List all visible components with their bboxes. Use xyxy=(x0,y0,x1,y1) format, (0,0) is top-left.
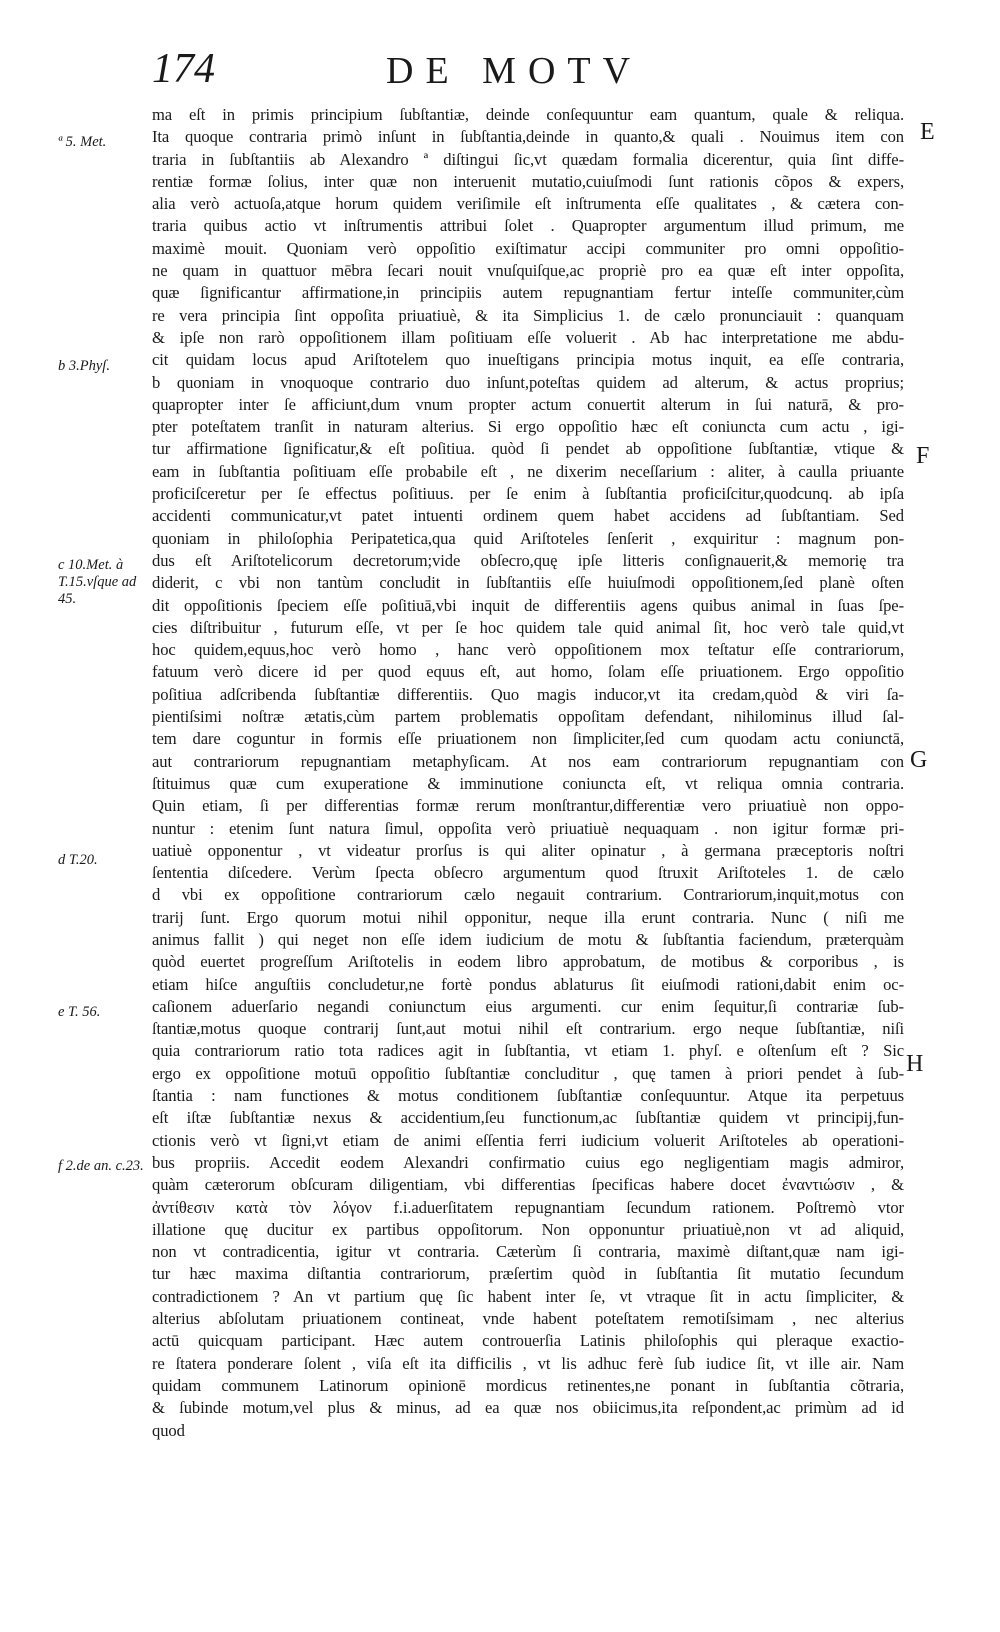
text-line: ἀντίθεσιν κατὰ τὸν λόγον f.i.aduerſitatem repugnantiam ſecundum rationem. Poſtremò vtor xyxy=(152,1197,904,1217)
margin-note: c 10.Met. à T.15.vſque ad 45. xyxy=(58,557,137,607)
text-line: ſtantia : nam functiones & motus conditionem ſubſtantiæ conſequuntur. Atque ita perpetuus xyxy=(152,1086,904,1106)
text-line: quod xyxy=(152,1420,185,1440)
text-line: bus propriis. Accedit eodem Alexandri confirmatio cuius ego negligentiam magis admiror, xyxy=(152,1152,904,1172)
text-line: diderit, c vbi non tantùm concludit in ſubſtantiis eſſe huiuſmodi oppoſitionem,ſed planè oſten xyxy=(152,573,904,593)
text-line: Ita quoque contraria primò inſunt in ſubſtantia,deinde in quanto,& quali . Nouimus item con xyxy=(152,127,904,147)
text-line: alterius abſolutam priuationem contineat, vnde habent poteſtatem remotiſsimam , nec alterius xyxy=(152,1309,904,1329)
margin-note: e T. 56. xyxy=(58,1004,101,1020)
text-line: traria quibus actio vt inſtrumentis attribui ſolet . Quapropter argumentum illud primum, me xyxy=(152,216,904,236)
body-text xyxy=(152,104,904,1464)
text-line: cies diſtribuitur , futurum eſſe, vt per ſe hoc quidem tale quid animal ſit, hoc verò tale quid,vt xyxy=(152,617,904,637)
text-line: ma eſt in primis principium ſubſtantiæ, deinde conſequuntur eam quantum, quale & reliqua. xyxy=(152,105,904,124)
text-line: cit quidam locus apud Ariſtotelem quo inueſtigans principia motus inquit, ea eſſe contraria, xyxy=(152,350,904,370)
section-letter-g: G xyxy=(910,747,928,773)
text-line: illatione quę ducitur ex partibus oppoſitorum. Non opponuntur priuatiuè,non vt ad aliquid, xyxy=(152,1219,904,1239)
text-line: quia contrariorum ratio tota radices agit in ſubſtantia, vt etiam 1. phyſ. e oſtenſum eſt ? Sic xyxy=(152,1041,904,1061)
margin-note: b 3.Phyſ. xyxy=(58,358,110,374)
text-line: actū quicquam participant. Hæc autem controuerſia Latinis philoſophis qui pleraque exactio- xyxy=(152,1331,904,1351)
text-line: maximè mouit. Quoniam verò oppoſitio exiſtimatur accipi communiter pro omni oppoſitio- xyxy=(152,238,904,258)
page-number: 174 xyxy=(152,46,215,92)
text-line: ergo ex oppoſitione motuū oppoſitio ſubſtantiæ concluditur , quę tamen à priori pendet à ſub- xyxy=(152,1063,904,1083)
text-line: dit oppoſitionis ſpeciem eſſe poſitiuā,vbi inquit de differentiis agens quibus animal in ſuas ſpe- xyxy=(152,595,904,615)
text-line: rentiæ formæ ſolius, inter quæ non interuenit mutatio,cuiuſmodi ſunt rationis cõpos & expers, xyxy=(152,171,904,191)
text-line: ctionis verò vt ſigni,vt etiam de animi eſſentia ferri iudicium voluerit Ariſtoteles ab operationi- xyxy=(152,1130,904,1150)
text-line: pter poteſtatem tranſit in naturam alterius. Si ergo oppoſitio hæc eſt coniuncta cum actu , igi- xyxy=(152,417,904,437)
text-line: & ipſe non rarò oppoſitionem illam poſitiuam eſſe voluerit . Ab hac interpretatione me abdu- xyxy=(152,327,904,347)
text-line: quapropter inter ſe afficiunt,dum vnum propter actum conuertit alterum in ſui naturā, & pro- xyxy=(152,394,904,414)
text-line: re vera principia ſint oppoſita priuatiuè, & ita Simplicius 1. de cælo pronunciauit : quanquam xyxy=(152,305,904,325)
margin-note: ª 5. Met. xyxy=(58,134,107,150)
text-line: hoc quidem,equus,hoc verò homo , hanc verò oppoſitionem mox teſtatur eſſe contrariorum, xyxy=(152,640,904,660)
text-line: Quin etiam, ſi per differentias formæ rerum monſtrantur,differentiæ vero priuatiuè non oppo- xyxy=(152,796,904,816)
text-line: & ſubinde motum,vel plus & minus, ad ea quæ nos obiicimus,ita reſpondent,ac primùm ad id xyxy=(152,1398,904,1418)
text-line: quæ ſignificantur affirmatione,in principiis autem repugnantiam fertur inteſſe communiter,cùm xyxy=(152,283,904,303)
running-head: DE MOTV xyxy=(386,50,643,92)
catchword xyxy=(152,1442,904,1464)
text-line: contradictionem ? An vt partium quę ſic habent inter ſe, vt vtraque ſit in actu ſimpliciter, & xyxy=(152,1286,904,1306)
text-line: alia verò actuoſa,atque horum quidem veriſimile eſt inſtrumenta eſſe qualitates , & cætera con- xyxy=(152,194,904,214)
text-line: ne quam in quattuor mēbra ſecari nouit vnuſquiſque,ac propriè pro ea quæ eſt inter oppoſita, xyxy=(152,261,904,281)
section-letter-h: H xyxy=(906,1051,924,1077)
text-line: eam in ſubſtantia poſitiuam eſſe probabile eſt , ne dixerim neceſſarium : aliter, à caulla priuante xyxy=(152,461,904,481)
text-line: nuntur : etenim ſunt natura ſimul, oppoſita verò priuatiuè nequaquam . non igitur formæ pri- xyxy=(152,818,904,838)
section-letter-e: E xyxy=(920,119,935,145)
text-line: traria in ſubſtantiis ab Alexandro ª diſtingui ſic,vt quædam formalia dicerentur, quia ſint diffe- xyxy=(152,149,904,169)
text-line: tur hæc maxima diſtantia contrariorum, præſertim quòd in ſubſtantia ſit mutatio ſecundum xyxy=(152,1264,904,1284)
text-line: tur affirmatione ſignificatur,& eſt poſitiua. quòd ſi pendet ab oppoſitione ſubſtantiæ, vtique & xyxy=(152,439,904,459)
text-line: tem dare coguntur in formis eſſe priuationem non ſimpliciter,ſed cum quodam actu coniunctā, xyxy=(152,729,904,749)
text-line: pientiſsimi noſtræ ætatis,cùm partem problematis oppoſitam defendant, nihilominus illud ſal- xyxy=(152,707,904,727)
text-line: caſionem aduerſario negandi coniunctum eius argumenti. cur enim ſequitur,ſi contrariæ ſub- xyxy=(152,996,904,1016)
text-line: accidenti communicatur,vt patet intuenti ordinem quem habet accidens ad ſubſtantiam. Sed xyxy=(152,506,904,526)
text-line: quidam communem Latinorum opinionē mordicus retinentes,ne ponant in ſubſtantia cõtraria, xyxy=(152,1375,904,1395)
text-line: etiam hiſce anguſtiis concludetur,ne fortè pondus ablaturus ſit eiuſmodi rationi,dabit enim oc- xyxy=(152,974,904,994)
text-line: re ſtatera ponderare ſolent , viſa eſt ita difficilis , vt lis adhuc ferè ſub iudice ſit, vt ille air. Nam xyxy=(152,1353,904,1373)
text-line: aut contrariorum repugnantiam metaphyſicam. At nos eam contrariorum repugnantiam con xyxy=(152,751,904,771)
text-line: ſententia diſcedere. Verùm ſpecta obſecro argumentum quod ſtruxit Ariſtoteles 1. de cælo xyxy=(152,863,904,883)
text-line: b quoniam in vnoquoque contrario duo inſunt,poteſtas quidem ad alterum, & actus proprius; xyxy=(152,372,904,392)
text-line: animus fallit ) qui neget non eſſe idem iudicium de motu & ſubſtantia faciendum, præterquàm xyxy=(152,929,904,949)
text-line: non vt contradicentia, igitur vt contraria. Cæterùm ſi contraria, maximè diſtant,quæ nam igi- xyxy=(152,1242,904,1262)
text-line: ſtituimus quæ cum exuperatione & imminutione coniuncta eſt, vt reliqua omnia contraria. xyxy=(152,773,904,793)
text-line: uatiuè opponentur , vt videatur prorſus is qui aliter opinatur , à germana præceptoris noſtri xyxy=(152,840,904,860)
margin-note: d T.20. xyxy=(58,852,98,868)
text-line: proficiſceretur per ſe effectus poſitiuus. per ſe enim à ſubſtantia proficiſcitur,quodcunq. ab ipſa xyxy=(152,484,904,504)
section-letter-f: F xyxy=(916,443,930,469)
text-line: quòd euertet progreſſum Ariſtotelis in eodem libro approbatum, de motibus & corporibus , is xyxy=(152,952,904,972)
text-line: ſtantiæ,motus quoque contrarij ſunt,aut motui nihil eſt contrarium. ergo neque ſubſtantiæ, niſi xyxy=(152,1019,904,1039)
text-line: trarij ſunt. Ergo quorum motui nihil opponitur, neque illa erunt contraria. Nunc ( niſi me xyxy=(152,907,904,927)
text-line: poſitiua adſcribenda ſubſtantiæ differentiis. Quo magis inducor,vt ita credam,quòd & viri ſa- xyxy=(152,684,904,704)
text-line: fatuum verò dicere id per quod equus eſt, aut homo, ſolam eſſe priuationem. Ergo oppoſitio xyxy=(152,662,904,682)
text-line: eſt iſtæ ſubſtantiæ nexus & accidentium,ſeu functionum,ac ſubſtantiæ quidem vt principij,fun- xyxy=(152,1108,904,1128)
text-line: d vbi ex oppoſitione contrariorum cælo negauit contrarium. Contrariorum,inquit,motus con xyxy=(152,885,904,905)
text-line: dus eſt Ariſtotelicorum decretorum;vide obſecro,quę ipſe litteris conſignauerit,& memorię tra xyxy=(152,550,904,570)
margin-note: f 2.de an. c.23. xyxy=(58,1158,144,1174)
text-line: quàm cæterorum obſcuram diligentiam, vbi differentias ſpecificas habere docet ἐναντιώσιν , & xyxy=(152,1175,904,1195)
text-line: quoniam in philoſophia Peripatetica,qua quid Ariſtoteles ſenſerit , exquiritur : magnum pon- xyxy=(152,528,904,548)
